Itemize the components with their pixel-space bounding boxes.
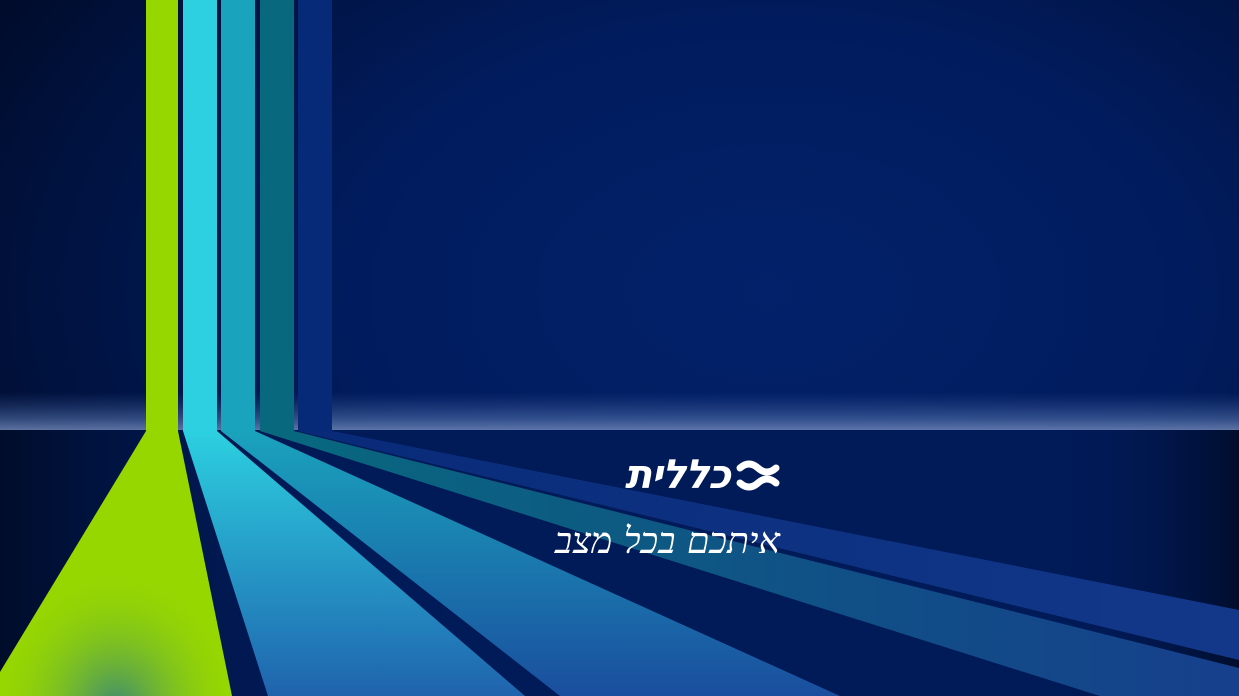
stripe-navy-vertical [298, 0, 332, 431]
stripe-green-vertical [146, 0, 178, 431]
brand-name: כללית [624, 452, 730, 498]
stripe-dark-teal-vertical [260, 0, 294, 431]
clalit-wave-logo-icon [736, 455, 780, 495]
stripe-teal-vertical [221, 0, 255, 431]
clalit-logo [560, 449, 780, 501]
brand-slogan: איתכם בכל מצב [554, 521, 780, 562]
stripe-cyan-vertical [183, 0, 217, 431]
